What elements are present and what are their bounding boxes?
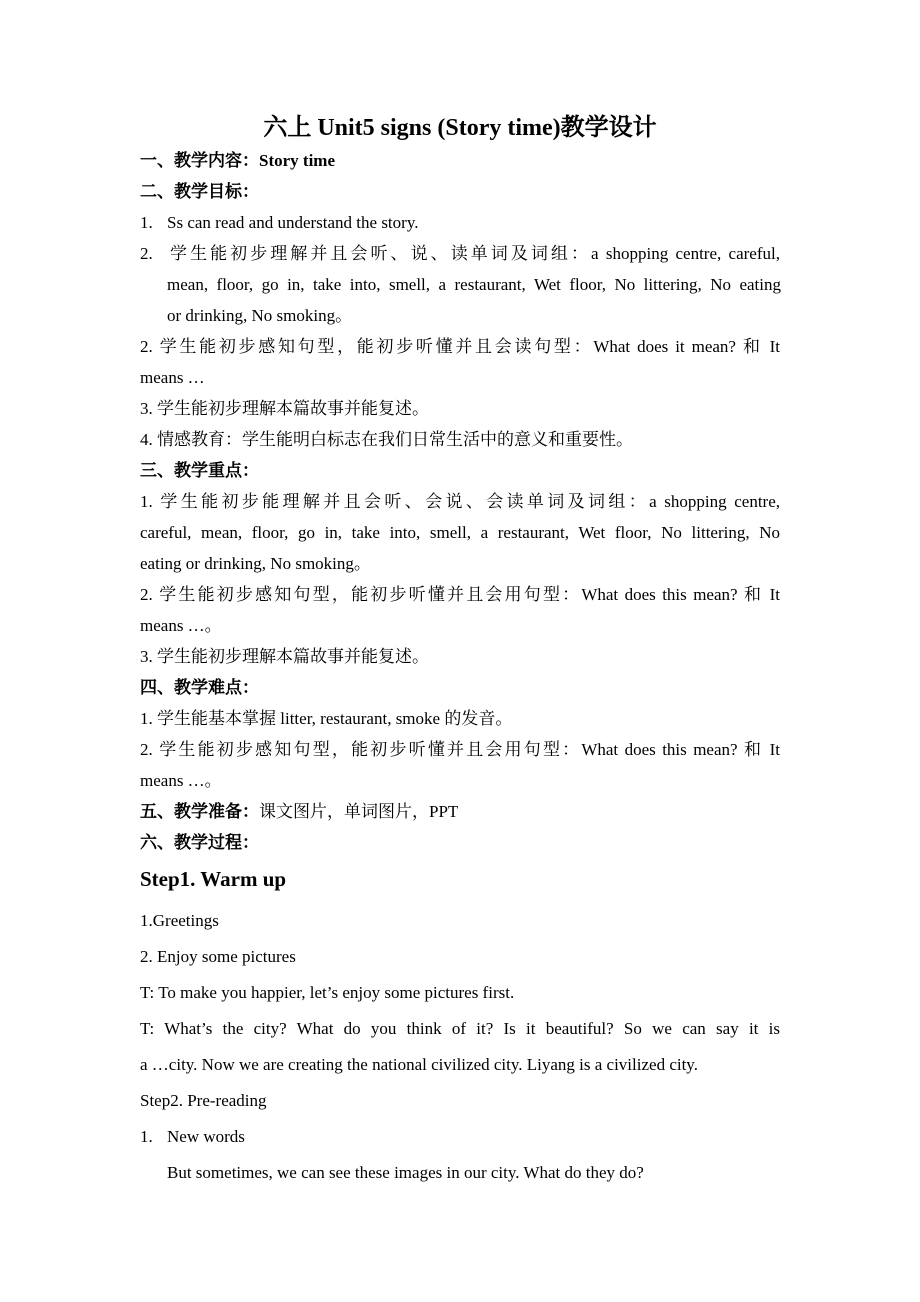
step1-title: Step1. Warm up [140,867,287,891]
list-number: 1. [140,213,153,232]
objective-item-2 [140,238,780,269]
list-text-continued: means …。 [140,616,222,635]
list-text: New words [167,1127,245,1146]
list-text-continued: or drinking, No smoking。 [167,306,353,325]
section-content [140,145,780,176]
objective-item-1 [140,207,780,238]
list-text: 学生能初步理解并且会听、说、读单词及词组：a shopping centre, careful, [167,244,780,263]
objective-item-5: 4. 情感教育：学生能明白标志在我们日常生活中的意义和重要性。 [140,430,633,449]
key-point-item-2: 2. 学生能初步感知句型，能初步听懂并且会用句型：What does this mean? 和 It [140,585,780,604]
objective-item-3: 2. 学生能初步感知句型，能初步听懂并且会读句型：What does it mean? 和 It [140,337,780,356]
step1-line: T: To make you happier, let’s enjoy some pictures first. [140,983,515,1002]
step2-item-text: But sometimes, we can see these images in our city. What do they do? [167,1163,644,1182]
list-number: 1. [140,1127,153,1146]
section-heading: 五、教学准备： [140,802,259,821]
key-point-item-3: 3. 学生能初步理解本篇故事并能复述。 [140,647,429,666]
difficulty-item-2: 2. 学生能初步感知句型，能初步听懂并且会用句型：What does this mean? 和 It [140,740,780,759]
list-text-continued: means …。 [140,771,222,790]
key-point-item-1: 1. 学生能初步能理解并且会听、会说、会读单词及词组：a shopping centre, [140,492,780,511]
section-heading: 一、教学内容： [140,151,259,170]
section-heading-process: 六、教学过程： [140,833,259,852]
section-heading-key-points: 三、教学重点： [140,461,259,480]
section-heading-difficulties: 四、教学难点： [140,678,259,697]
section-text: 课文图片，单词图片，PPT [259,802,459,821]
step1-line: 2. Enjoy some pictures [140,947,296,966]
section-preparation [140,796,780,827]
step1-line: a …city. Now we are creating the national civilized city. Liyang is a civilized city. [140,1055,698,1074]
section-heading-objectives: 二、教学目标： [140,182,259,201]
step1-line: 1.Greetings [140,911,219,930]
difficulty-item-1: 1. 学生能基本掌握 litter, restaurant, smoke 的发音。 [140,709,513,728]
list-text-continued: careful, mean, floor, go in, take into, smell, a restaurant, Wet floor, No littering, No [140,523,780,542]
step2-item-1 [140,1121,780,1152]
list-text-continued: eating or drinking, No smoking。 [140,554,371,573]
objective-item-4: 3. 学生能初步理解本篇故事并能复述。 [140,399,429,418]
list-text-continued: mean, floor, go in, take into, smell, a restaurant, Wet floor, No littering, No eating [167,275,781,294]
list-text: Ss can read and understand the story. [167,213,419,232]
section-text: Story time [259,151,336,170]
step2-title: Step2. Pre-reading [140,1091,267,1110]
step1-line: T: What’s the city? What do you think of it? Is it beautiful? So we can say it is [140,1019,780,1038]
list-text-continued: means … [140,368,205,387]
document-title: 六上 Unit5 signs (Story time)教学设计 [263,115,657,141]
list-number: 2. [140,244,153,263]
